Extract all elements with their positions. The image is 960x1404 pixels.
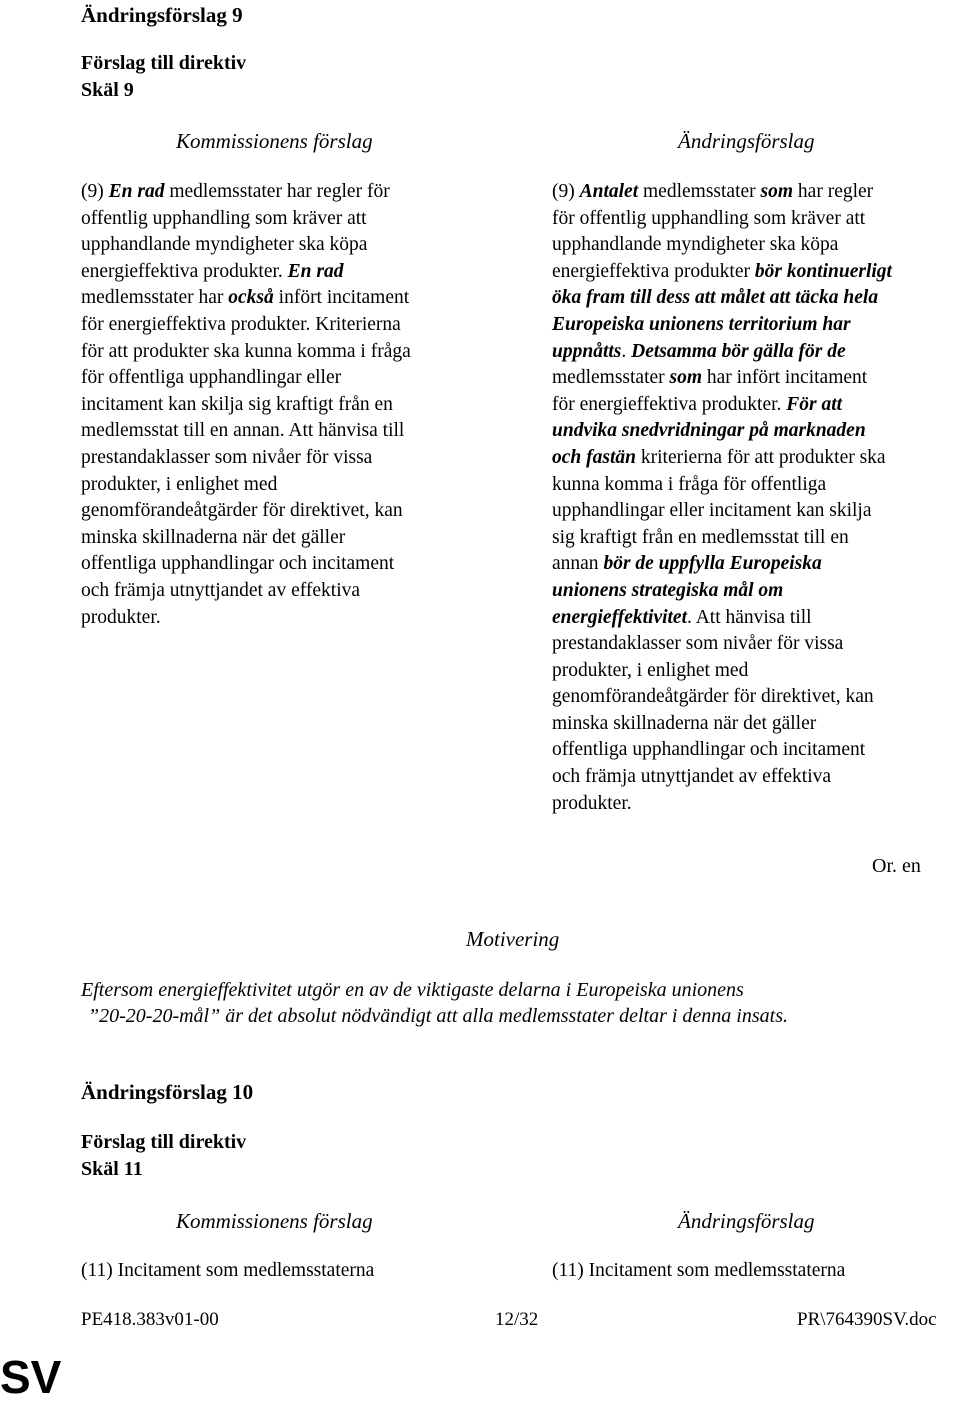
text-line: [81, 232, 411, 259]
text-line: [81, 551, 411, 578]
text-line: [552, 206, 892, 233]
text-run: prestandaklasser som nivåer för vissa: [81, 446, 373, 468]
footer-reference: PE418.383v01-00: [81, 1309, 219, 1330]
text-line: [552, 472, 892, 499]
text-run: och främja utnyttjandet av effektiva: [81, 579, 361, 601]
text-line: [552, 658, 892, 685]
text-line: [552, 498, 892, 525]
amended-text-run: öka fram till dess att målet att täcka hela: [552, 287, 879, 309]
text-run: prestandaklasser som nivåer för vissa: [552, 633, 844, 655]
amended-text-run: En rad: [287, 260, 344, 282]
text-run: kunna komma i fråga för offentliga: [552, 473, 827, 495]
text-line: [552, 551, 892, 578]
text-run: har regler: [793, 181, 874, 202]
text-line: [552, 791, 892, 818]
text-run: offentliga upphandlingar och incitament: [81, 553, 395, 575]
text-run: och främja utnyttjandet av effektiva: [552, 766, 832, 788]
text-line: [552, 737, 892, 764]
text-run: upphandlingar eller incitament kan skilja: [552, 500, 872, 522]
text-run: infört incitament: [273, 287, 410, 309]
text-line: [552, 312, 892, 339]
text-run: energieffektiva produkter.: [81, 260, 288, 282]
text-run: incitament kan skilja sig kraftigt från en: [81, 393, 393, 415]
text-line: [81, 418, 411, 445]
text-run: .: [621, 340, 632, 362]
amended-text-run: uppnåtts: [552, 340, 622, 362]
text-run: offentliga upphandlingar och incitament: [552, 739, 866, 761]
language-badge: SV: [0, 1351, 62, 1403]
original-language: Or. en: [872, 855, 921, 877]
justification-heading: Motivering: [466, 927, 560, 951]
amendment-column-heading: Ändringsförslag: [678, 129, 815, 153]
text-line: [81, 445, 411, 472]
text-line: [81, 525, 411, 552]
text-run: medlemsstat till en annan. Att hänvisa till: [81, 420, 405, 442]
text-run: produkter.: [81, 606, 161, 628]
text-run: upphandlande myndigheter ska köpa: [552, 234, 839, 256]
text-run: produkter, i enlighet med: [552, 659, 749, 681]
text-line: [552, 392, 892, 419]
text-line: [81, 339, 411, 366]
amended-text-run: bör kontinuerligt: [754, 260, 892, 282]
amended-text-run: undvika snedvridningar på marknaden: [552, 420, 866, 442]
proposal-label: Förslag till direktiv: [81, 1131, 247, 1153]
text-line: [552, 711, 892, 738]
amendment-heading: Ändringsförslag 9: [81, 3, 243, 27]
commission-text: (11) Incitament som medlemsstaterna: [81, 1260, 375, 1281]
text-run: (9): [81, 181, 109, 202]
text-run: genomförandeåtgärder för direktivet, kan: [552, 686, 874, 708]
amended-text-run: En rad: [108, 181, 165, 202]
text-line: [81, 365, 411, 392]
text-line: [81, 259, 411, 286]
text-run: medlemsstater: [552, 367, 670, 389]
amendment-heading: Ändringsförslag 10: [81, 1080, 254, 1104]
text-line: [552, 339, 892, 366]
text-line: [552, 578, 892, 605]
text-line: [81, 392, 411, 419]
justification-line-2: ”20-20-20-mål” är det absolut nödvändigt att alla medlemsstater deltar i denna insats.: [88, 1005, 788, 1027]
text-run: sig kraftigt från en medlemsstat till en: [552, 526, 849, 548]
text-run: (9): [552, 181, 580, 202]
text-run: medlemsstater: [638, 181, 761, 202]
commission-proposal-heading: Kommissionens förslag: [176, 129, 373, 153]
justification-line-1: Eftersom energieffektivitet utgör en av de viktigaste delarna i Europeiska unionens: [81, 979, 744, 1001]
text-run: för offentlig upphandling som kräver att: [552, 207, 866, 229]
text-run: produkter.: [552, 792, 632, 814]
recital-label: Skäl 9: [81, 79, 134, 101]
recital-label: Skäl 11: [81, 1158, 143, 1180]
text-run: medlemsstater har: [81, 287, 229, 309]
text-line: [552, 285, 892, 312]
text-run: produkter, i enlighet med: [81, 473, 278, 495]
page-number: 12/32: [495, 1309, 539, 1330]
amended-text-run: Europeiska unionens territorium har: [552, 313, 851, 335]
amended-text-run: och fastän: [552, 446, 636, 468]
amended-text-run: som: [669, 367, 703, 389]
text-line: [552, 631, 892, 658]
text-line: [81, 605, 411, 632]
text-run: energieffektiva produkter: [552, 260, 755, 282]
commission-proposal-heading: Kommissionens förslag: [176, 1209, 373, 1233]
amended-text-run: Antalet: [579, 181, 639, 202]
text-line: [81, 578, 411, 605]
proposal-label: Förslag till direktiv: [81, 52, 247, 74]
text-line: [81, 472, 411, 499]
text-run: för offentliga upphandlingar eller: [81, 367, 342, 389]
text-line: [81, 285, 411, 312]
amended-text-run: också: [228, 287, 274, 309]
text-run: minska skillnaderna när det gäller: [552, 712, 817, 734]
text-run: minska skillnaderna när det gäller: [81, 526, 346, 548]
amended-text-run: Detsamma bör gälla för de: [631, 340, 846, 362]
document-filename: PR\764390SV.doc: [797, 1309, 937, 1330]
text-run: kriterierna för att produkter ska: [635, 446, 886, 468]
text-line: [552, 232, 892, 259]
commission-text: [81, 179, 411, 631]
text-line: [552, 445, 892, 472]
text-run: för att produkter ska kunna komma i fråga: [81, 340, 411, 362]
text-line: [552, 179, 892, 206]
amendment-column-heading: Ändringsförslag: [678, 1209, 815, 1233]
text-line: [552, 764, 892, 791]
text-run: för energieffektiva produkter. Kriterierna: [81, 313, 401, 335]
amended-text-run: bör de uppfylla Europeiska: [603, 553, 822, 575]
amendment-text: [552, 179, 892, 817]
text-line: [552, 605, 892, 632]
amended-text-run: unionens strategiska mål om: [552, 579, 784, 601]
amended-text-run: energieffektivitet: [552, 606, 688, 628]
text-run: har infört incitament: [702, 367, 868, 389]
amended-text-run: som: [760, 181, 794, 202]
text-line: [81, 312, 411, 339]
amended-text-run: För att: [786, 393, 843, 415]
text-line: [552, 259, 892, 286]
text-line: [552, 684, 892, 711]
text-line: [552, 418, 892, 445]
text-run: annan: [552, 553, 604, 575]
text-run: för energieffektiva produkter.: [552, 393, 787, 415]
amendment-text: (11) Incitament som medlemsstaterna: [552, 1260, 846, 1281]
text-run: genomförandeåtgärder för direktivet, kan: [81, 500, 403, 522]
text-run: medlemsstater har regler för: [164, 181, 390, 202]
text-run: offentlig upphandling som kräver att: [81, 207, 367, 229]
text-run: upphandlande myndigheter ska köpa: [81, 234, 368, 256]
text-run: . Att hänvisa till: [687, 606, 812, 628]
text-line: [81, 179, 411, 206]
text-line: [552, 365, 892, 392]
text-line: [81, 206, 411, 233]
text-line: [81, 498, 411, 525]
text-line: [552, 525, 892, 552]
